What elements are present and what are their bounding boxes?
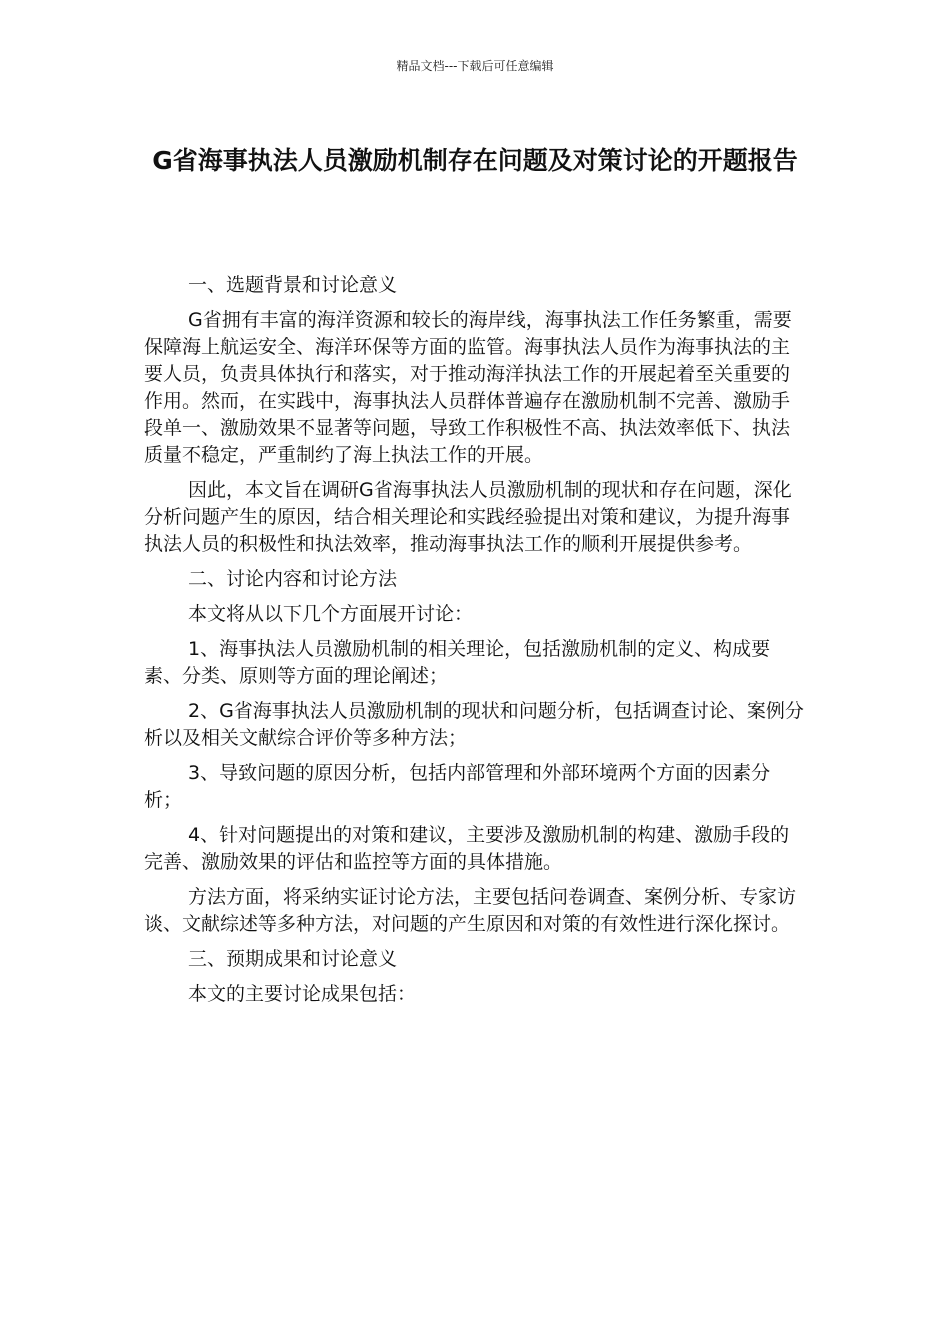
paragraph-purpose: 因此，本文旨在调研G省海事执法人员激励机制的现状和存在问题，深化分析问题产生的原因，结合相关理论和实践经验提出对策和建议，为提升海事执法人员的积极性和执法效率，推动海事执法工作的顺利开展提供参考。	[144, 479, 792, 555]
document-title: G省海事执法人员激励机制存在问题及对策讨论的开题报告	[152, 146, 798, 175]
list-item-cause-analysis: 3、导致问题的原因分析，包括内部管理和外部环境两个方面的因素分析；	[144, 762, 771, 811]
paragraph-results-intro: 本文的主要讨论成果包括：	[188, 983, 417, 1005]
list-item-status-analysis: 2、G省海事执法人员激励机制的现状和问题分析，包括调查讨论、案例分析以及相关文献综合评价等多种方法；	[144, 700, 804, 749]
header-note: 精品文档---下载后可任意编辑	[396, 59, 554, 73]
section-heading-expected-results: 三、预期成果和讨论意义	[188, 948, 398, 970]
document-body	[144, 272, 808, 1016]
section-heading-background: 一、选题背景和讨论意义	[188, 274, 398, 296]
paragraph-background: G省拥有丰富的海洋资源和较长的海岸线，海事执法工作任务繁重，需要保障海上航运安全、海洋环保等方面的监管。海事执法人员作为海事执法的主要人员，负责具体执行和落实，对于推动海洋执法工作的开展起着至关重要的作用。然而，在实践中，海事执法人员群体普遍存在激励机制不完善、激励手段单一、激励效果不显著等问题，导致工作积极性不高、执法效率低下、执法质量不稳定，严重制约了海上执法工作的开展。	[144, 309, 792, 466]
paragraph-content-intro: 本文将从以下几个方面展开讨论：	[188, 603, 474, 625]
paragraph-method: 方法方面，将采纳实证讨论方法，主要包括问卷调查、案例分析、专家访谈、文献综述等多种方法，对问题的产生原因和对策的有效性进行深化探讨。	[144, 886, 797, 935]
list-item-theory: 1、海事执法人员激励机制的相关理论，包括激励机制的定义、构成要素、分类、原则等方面的理论阐述；	[144, 638, 771, 687]
list-item-countermeasures: 4、针对问题提出的对策和建议，主要涉及激励机制的构建、激励手段的完善、激励效果的评估和监控等方面的具体措施。	[144, 824, 790, 873]
section-heading-content-method: 二、讨论内容和讨论方法	[188, 568, 398, 590]
